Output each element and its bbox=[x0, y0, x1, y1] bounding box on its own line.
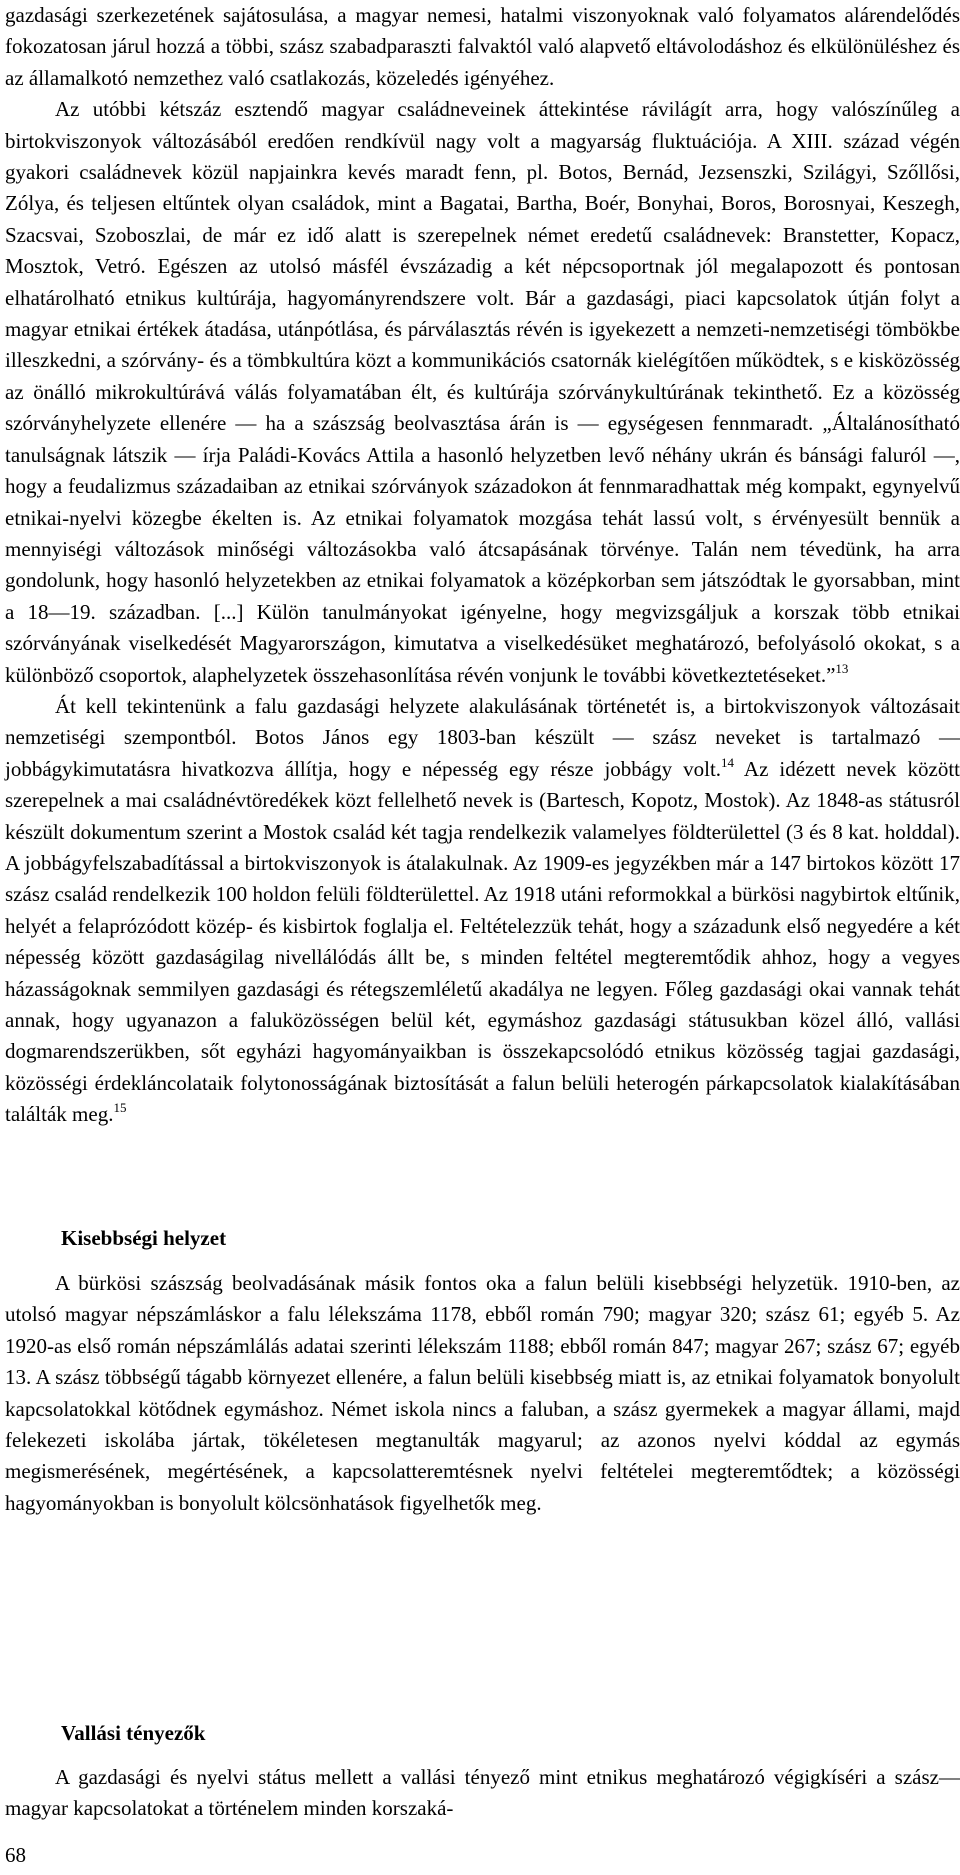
text-block-main bbox=[5, 0, 960, 1131]
footnote-ref-14: 14 bbox=[721, 754, 735, 770]
paragraph-minority-status: A bürkösi szászság beolvadásának másik fontos oka a falun belüli kisebbségi helyzetük. 1910-ben, az utolsó magyar népszámláskor a falu lélekszáma 1178, ebből román 790; magyar 320; szász 61; egyéb 5. Az 1920-as első román népszámlálás adatai szerinti lélekszám 1188; ebből román 847; magyar 267; szász 67; egyéb 13. A szász többségű tágabb környezet ellenére, a falun belüli kisebbség miatt is, az etnikai folyamatok bonyolult kapcsolatokkal kötődnek egymáshoz. Német iskola nincs a faluban, a szász gyermekek a magyar állami, majd felekezeti iskolába jártak, tökéletesen megtanulták magyarul; az azonos nyelvi kóddal az egymás megismerésének, megértésének, a kapcsolatteremtésnek nyelvi feltételei megteremtődtek; a közösségi hagyományokban is bonyolult kölcsönhatások figyelhetők meg. bbox=[5, 1271, 960, 1515]
page-number: 68 bbox=[5, 1843, 26, 1867]
paragraph-family-names bbox=[5, 94, 960, 691]
section-heading-religion: Vallási tényezők bbox=[61, 1721, 206, 1745]
text-block-religion bbox=[5, 1762, 960, 1825]
paragraph-family-names-text: Az utóbbi kétszáz esztendő magyar családneveinek áttekintése rávilágít arra, hogy valószínűleg a birtokviszonyok változásából eredően rendkívül nagy volt a magyarság fluktuációja. A XIII. század végén gyakori családnevek közül napjainkra kevés maradt fenn, pl. Botos, Bernád, Jezsenszki, Szilágyi, Szőllősi, Zólya, és teljesen eltűntek olyan családok, mint a Bagatai, Bartha, Boér, Bonyhai, Boros, Borosnyai, Keszegh, Szacsvai, Szoboszlai, de már ez idő alatt is szerepelnek német eredetű családnevek: Branstetter, Kopacz, Mosztok, Vetró. Egészen az utolsó másfél évszázadig a két népcsoportnak jól megalapozott és pontosan elhatárolható etnikus kultúrája, hagyományrendszere volt. Bár a gazdasági, piaci kapcsolatok útján folyt a magyar etnikai értékek átadása, utánpótlása, és párválasztás révén is igyekezett a nemzeti-nemzetiségi tömbökbe illeszkedni, a szórvány- és a tömbkultúra közt a kommunikációs csatornák kielégítően működtek, s e kisközösség az önálló mikrokultúrává válás folyamatában élt, és kultúrája szórványkultúrának tekinthető. Ez a közösség szórványhelyzete ellenére — ha a szászság beolvasztása árán is — egységesen fennmaradt. „Általánosítható tanulságnak látszik — írja Paládi-Kovács Attila a hasonló helyzetben levő néhány ukrán és bánsági faluról —, hogy a feudalizmus századaiban az etnikai szórványok századokon át fennmaradhattak még kompakt, egynyelvű etnikai-nyelvi közegbe ékelten is. Az etnikai folyamatok mozgása tehát lassú volt, s érvényesült bennük a mennyiségi változások minőségi változásokba való átcsapásának törvénye. Talán nem tévedünk, ha arra gondolunk, hogy hasonló helyzetekben az etnikai folyamatok a középkorban sem játszódtak le gyorsabban, mint a 18—19. században. [...] Külön tanulmányokat igényelne, hogy megvizsgáljuk a korszak több etnikai szórványának viselkedését Magyarországon, kimutatva a viselkedésüket meghatározó, befolyásoló okokat, s a különböző csoportok, alaphelyzetek összehasonlítása révén vonjunk le további következtetéseket.” bbox=[5, 97, 960, 687]
paragraph-landholding bbox=[5, 691, 960, 1131]
text-block-minority bbox=[5, 1268, 960, 1519]
section-heading-minority: Kisebbségi helyzet bbox=[61, 1226, 227, 1250]
paragraph-economic-context: gazdasági szerkezetének sajátosulása, a magyar nemesi, hatalmi viszonyoknak való folyamatos alárendelődés fokozatosan járul hozzá a többi, szász szabadparaszti falvaktól való alapvető eltávolodáshoz és elkülönüléshez és az államalkotó nemzethez való csatlakozás, közeledés igényéhez. bbox=[5, 3, 960, 90]
paragraph-landholding-text-b: Az idézett nevek között szerepelnek a mai családnévtöredékek közt fellelhető nevek is (Bartesch, Kopotz, Mostok). Az 1848-as státusról készült dokumentum szerint a Mostok család két tagja rendelkezik valamelyes földterülettel (3 és 8 kat. holddal). A jobbágyfelszabadítással a birtokviszonyok is átalakulnak. Az 1909-es jegyzékben már a 147 birtokos között 17 szász család rendelkezik 100 holdon felüli földterülettel. Az 1918 utáni reformokkal a bürkösi nagybirtok eltűnik, helyét a felaprózódott közép- és kisbirtok foglalja el. Feltételezzük tehát, hogy a századunk első negyedére a két népesség között gazdaságilag nivellálódás állt be, s minden feltétel megteremtődik ahhoz, hogy a vegyes házasságoknak semmilyen gazdasági és rétegszemléletű akadálya ne legyen. Főleg gazdasági okai vannak tehát annak, hogy ugyanazon a faluközösségen belül két, egymáshoz gazdasági státusukban közel álló, vallási dogmarendszerükben, sőt egyházi hagyományaikban is összekapcsolódó etnikus közösség tagjai gazdasági, közösségi érdekláncolataik folytonosságának biztosítását a falun belüli heterogén párkapcsolatok kialakításában találták meg. bbox=[5, 756, 960, 1127]
footnote-ref-13: 13 bbox=[835, 660, 849, 676]
paragraph-landholding-text-a: Át kell tekintenünk a falu gazdasági helyzete alakulásának történetét is, a birtokviszonyok változásait nemzetiségi szempontból. Botos János egy 1803-ban készült — szász neveket is tartalmazó — jobbágykimutatásra hivatkozva állítja, hogy e népesség egy része jobbágy volt. bbox=[5, 693, 960, 781]
paragraph-religion: A gazdasági és nyelvi státus mellett a vallási tényező mint etnikus meghatározó végigkíséri a szász—magyar kapcsolatokat a történelem minden korszaká- bbox=[5, 1765, 960, 1821]
footnote-ref-15: 15 bbox=[113, 1100, 127, 1116]
